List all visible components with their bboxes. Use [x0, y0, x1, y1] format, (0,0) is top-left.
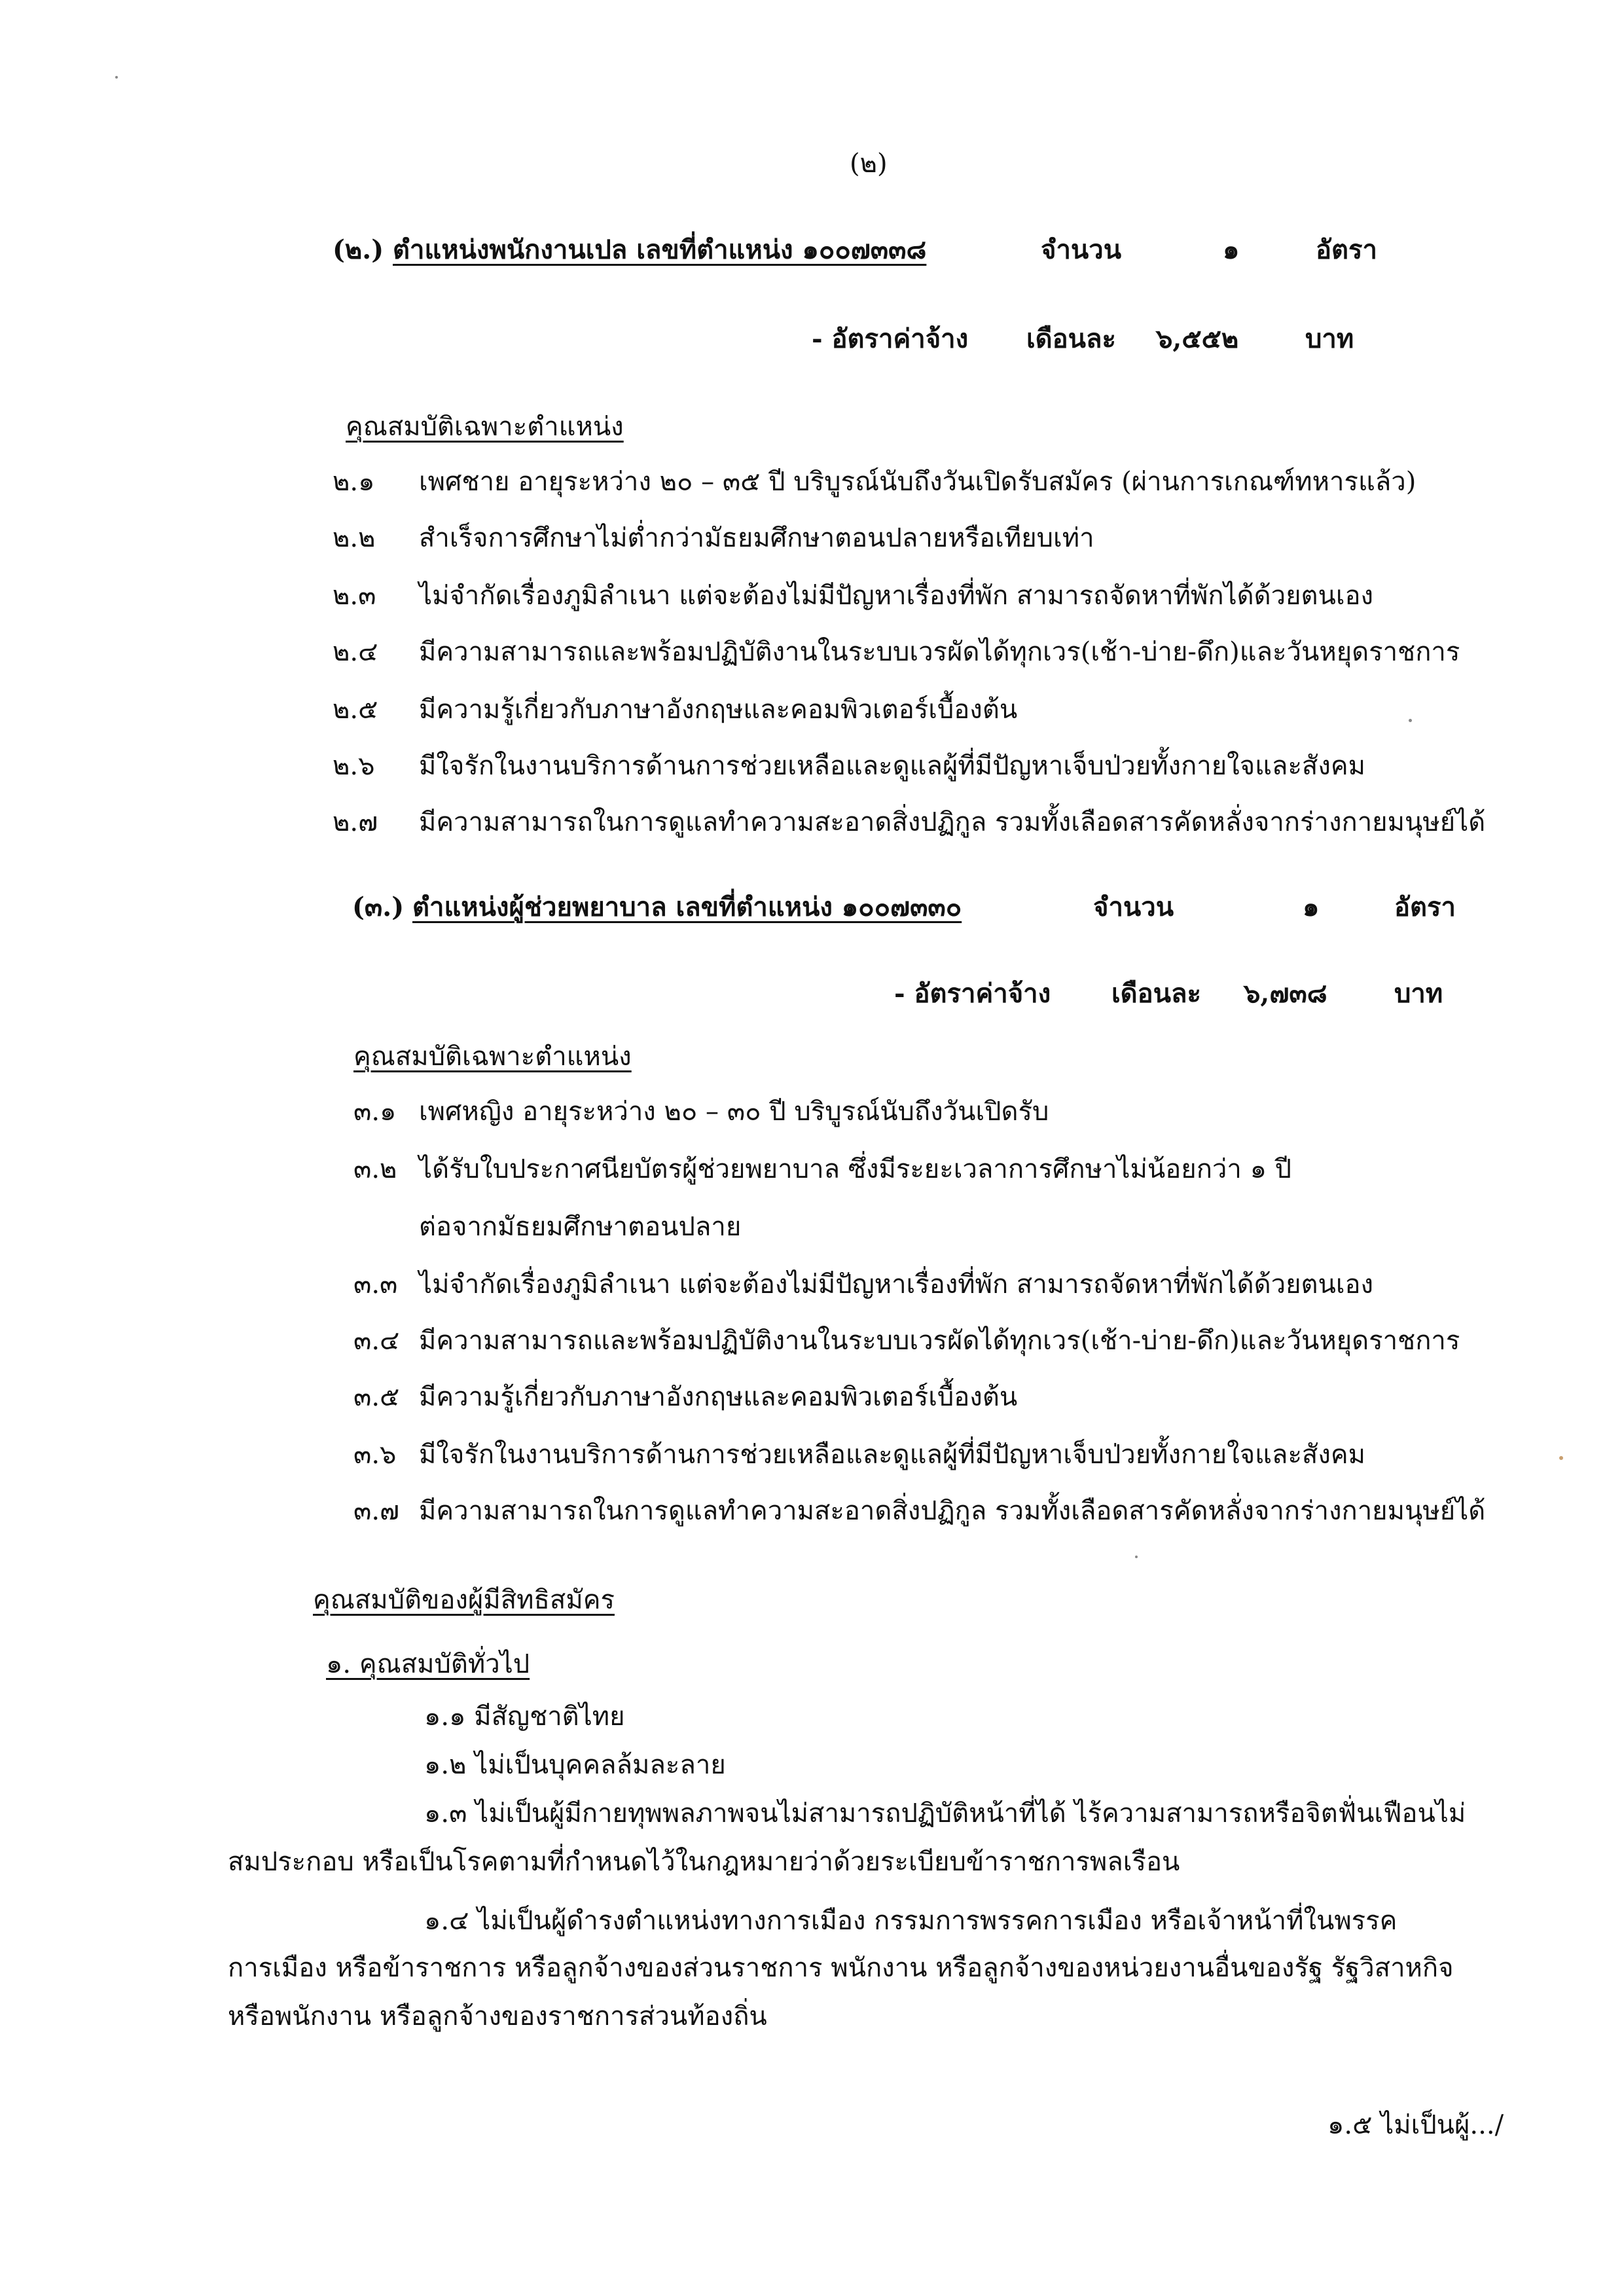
pos2-count-value: ๑	[1223, 234, 1240, 265]
scan-speck	[1409, 719, 1412, 722]
pos2-wage-period: เดือนละ	[1026, 323, 1117, 354]
pos3-item-number: ๓.๗	[353, 1496, 400, 1526]
pos2-item-text: มีความสามารถในการดูแลทำความสะอาดสิ่งปฏิกูล รวมทั้งเลือดสารคัดหลั่งจากร่างกายมนุษย์ได้	[419, 807, 1486, 837]
pos3-wage-label: - อัตราค่าจ้าง	[894, 978, 1051, 1009]
pos2-item-number: ๒.๗	[333, 807, 378, 837]
pos2-item-number: ๒.๖	[333, 751, 375, 781]
pos3-wage-value: ๖,๗๓๘	[1244, 978, 1327, 1009]
pos2-item-number: ๒.๕	[333, 695, 378, 725]
pos3-heading: ตำแหน่งผู้ช่วยพยาบาล เลขที่ตำแหน่ง ๑๐๐๗๓๓๐	[412, 892, 962, 922]
general-item-1-4-continued: หรือพนักงาน หรือลูกจ้างของราชการส่วนท้องถิ่น	[228, 2001, 767, 2032]
pos3-item-number: ๓.๕	[353, 1382, 400, 1412]
pos2-item-number: ๒.๑	[333, 467, 375, 497]
pos2-item-text: มีใจรักในงานบริการด้านการช่วยเหลือและดูแลผู้ที่มีปัญหาเจ็บป่วยทั้งกายใจและสังคม	[419, 751, 1365, 781]
pos3-item-text: มีความสามารถและพร้อมปฏิบัติงานในระบบเวรผัดได้ทุกเวร(เช้า-บ่าย-ดึก)และวันหยุดราชการ	[419, 1326, 1460, 1356]
pos2-item-text: เพศชาย อายุระหว่าง ๒๐ – ๓๕ ปี บริบูรณ์นับถึงวันเปิดรับสมัคร (ผ่านการเกณฑ์ทหารแล้ว)	[419, 467, 1416, 497]
pos3-item-text: เพศหญิง อายุระหว่าง ๒๐ – ๓๐ ปี บริบูรณ์นับถึงวันเปิดรับ	[419, 1097, 1049, 1127]
pos2-item-text: มีความรู้เกี่ยวกับภาษาอังกฤษและคอมพิวเตอร์เบื้องต้น	[419, 695, 1018, 725]
applicant-qualifications-title: คุณสมบัติของผู้มีสิทธิสมัคร	[313, 1585, 615, 1615]
pos2-item-number: ๒.๓	[333, 581, 376, 611]
pos2-wage-value: ๖,๕๕๒	[1156, 323, 1239, 354]
pos2-item-number: ๒.๒	[333, 523, 376, 553]
general-item-1-4-continued: การเมือง หรือข้าราชการ หรือลูกจ้างของส่วนราชการ พนักงาน หรือลูกจ้างของหน่วยงานอื่นของรัฐ รัฐวิสาหกิจ	[228, 1953, 1454, 1983]
pos2-count-label: จำนวน	[1041, 234, 1122, 265]
pos3-item-number: ๓.๖	[353, 1440, 397, 1470]
pos3-item-number: ๓.๔	[353, 1326, 400, 1356]
general-qualifications-title: ๑. คุณสมบัติทั่วไป	[326, 1649, 530, 1679]
pos2-wage-label: - อัตราค่าจ้าง	[812, 323, 969, 354]
continuation-note: ๑.๕ ไม่เป็นผู้.../	[1327, 2110, 1504, 2140]
pos2-heading: ตำแหน่งพนักงานเปล เลขที่ตำแหน่ง ๑๐๐๗๓๓๘	[393, 234, 927, 265]
pos3-item-text: มีความสามารถในการดูแลทำความสะอาดสิ่งปฏิกูล รวมทั้งเลือดสารคัดหลั่งจากร่างกายมนุษย์ได้	[419, 1496, 1486, 1526]
pos3-item-text: ไม่จำกัดเรื่องภูมิลำเนา แต่จะต้องไม่มีปัญหาเรื่องที่พัก สามารถจัดหาที่พักได้ด้วยตนเอง	[419, 1269, 1374, 1300]
pos2-heading-prefix: (๒.)	[333, 234, 384, 265]
general-item-1-4: ๑.๔ ไม่เป็นผู้ดำรงตำแหน่งทางการเมือง กรรมการพรรคการเมือง หรือเจ้าหน้าที่ในพรรค	[424, 1906, 1398, 1936]
pos2-count-unit: อัตรา	[1316, 234, 1377, 265]
pos3-count-value: ๑	[1303, 892, 1320, 922]
general-item-1-1: ๑.๑ มีสัญชาติไทย	[424, 1702, 625, 1732]
general-item-1-2: ๑.๒ ไม่เป็นบุคคลล้มละลาย	[424, 1750, 726, 1780]
pos3-heading-prefix: (๓.)	[352, 892, 405, 922]
general-item-1-3-continued: สมประกอบ หรือเป็นโรคตามที่กำหนดไว้ในกฎหมายว่าด้วยระเบียบข้าราชการพลเรือน	[228, 1847, 1180, 1877]
pos3-wage-period: เดือนละ	[1111, 978, 1202, 1009]
scan-speck	[115, 76, 118, 79]
pos3-wage-unit: บาท	[1394, 978, 1443, 1009]
page-number: (๒)	[850, 149, 888, 179]
pos2-item-number: ๒.๔	[333, 637, 378, 667]
pos2-wage-unit: บาท	[1305, 323, 1354, 354]
pos2-item-text: มีความสามารถและพร้อมปฏิบัติงานในระบบเวรผัดได้ทุกเวร(เช้า-บ่าย-ดึก)และวันหยุดราชการ	[419, 637, 1460, 667]
general-item-1-3: ๑.๓ ไม่เป็นผู้มีกายทุพพลภาพจนไม่สามารถปฏิบัติหน้าที่ได้ ไร้ความสามารถหรือจิตฟั่นเฟือนไม่	[424, 1798, 1466, 1829]
pos2-item-text: สำเร็จการศึกษาไม่ต่ำกว่ามัธยมศึกษาตอนปลายหรือเทียบเท่า	[419, 523, 1094, 553]
pos3-count-label: จำนวน	[1093, 892, 1174, 922]
pos3-item-number: ๓.๑	[353, 1097, 397, 1127]
pos3-item-text: มีความรู้เกี่ยวกับภาษาอังกฤษและคอมพิวเตอร์เบื้องต้น	[419, 1382, 1018, 1412]
pos3-item-text: ได้รับใบประกาศนียบัตรผู้ช่วยพยาบาล ซึ่งมีระยะเวลาการศึกษาไม่น้อยกว่า ๑ ปี	[419, 1154, 1292, 1184]
pos2-item-text: ไม่จำกัดเรื่องภูมิลำเนา แต่จะต้องไม่มีปัญหาเรื่องที่พัก สามารถจัดหาที่พักได้ด้วยตนเอง	[419, 581, 1374, 611]
pos3-qualification-title: คุณสมบัติเฉพาะตำแหน่ง	[353, 1042, 632, 1072]
pos3-item-text: มีใจรักในงานบริการด้านการช่วยเหลือและดูแลผู้ที่มีปัญหาเจ็บป่วยทั้งกายใจและสังคม	[419, 1440, 1365, 1470]
pos3-item-number: ๓.๓	[353, 1269, 398, 1300]
pos3-item-text-continued: ต่อจากมัธยมศึกษาตอนปลาย	[419, 1212, 742, 1242]
pos2-qualification-title: คุณสมบัติเฉพาะตำแหน่ง	[346, 412, 624, 442]
pos3-count-unit: อัตรา	[1394, 892, 1456, 922]
pos3-item-number: ๓.๒	[353, 1154, 397, 1184]
scan-speck	[1559, 1456, 1563, 1460]
scan-speck	[1135, 1556, 1138, 1558]
